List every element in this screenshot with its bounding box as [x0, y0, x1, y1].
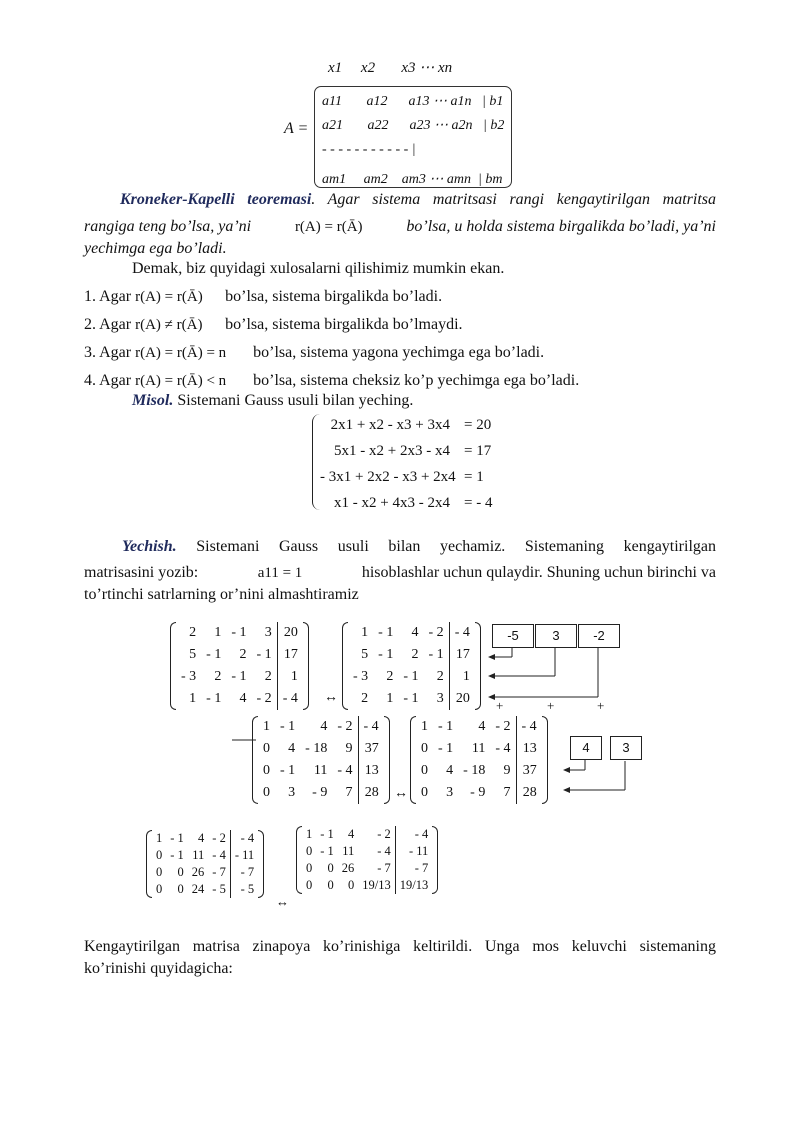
item-formula: r(A) = r(Ā) = n — [135, 345, 227, 361]
matrix-cell: - 2 — [495, 719, 511, 734]
matrix-cell: 9 — [503, 763, 511, 778]
rank-formula: r(A) = r(Ā) — [294, 219, 363, 235]
matrix-cell: 3 — [436, 691, 444, 706]
matrix-cell: 26 — [191, 865, 205, 879]
matrix-cell: - 2 — [337, 719, 353, 734]
matrix-cell: 0 — [306, 878, 313, 892]
header-x3-xn: x3 ⋯ xn — [401, 60, 453, 76]
closing-line-2: ko’rinishi quyidagicha: — [84, 960, 233, 977]
matrix-cell: - 3 — [353, 669, 369, 684]
matrix-cell: - 1 — [280, 763, 296, 778]
matrix-cell: 7 — [345, 785, 353, 800]
cell: | bm — [477, 172, 503, 187]
matrix-cell: 2 — [361, 691, 369, 706]
matrix-cell: 4 — [446, 763, 454, 778]
matrix-cell: 0 — [263, 741, 270, 756]
theorem-text: rangiga teng bo’lsa, ya’ni — [84, 218, 252, 235]
matrix-cell: 3 — [288, 785, 296, 800]
theorem-text: bo’lsa, u holda sistema birgalikda bo’ladi, ya’ni — [406, 218, 716, 235]
item-text: bo’lsa, sistema birgalikda bo’ladi. — [225, 288, 443, 305]
matrix-cell: - 1 — [280, 719, 296, 734]
matrix-cell: 5 — [361, 647, 369, 662]
matrix-cell: - 2 — [428, 625, 444, 640]
matrix-cell: 2 — [189, 625, 197, 640]
cell: a12 — [366, 94, 388, 109]
rhs-cell: - 11 — [230, 847, 258, 864]
solution-text: Sistemani Gauss usuli bilan yechamiz. Sistemaning kengaytirilgan — [196, 538, 717, 555]
matrix-cell: 0 — [177, 882, 184, 896]
matrix-cell: - 2 — [212, 831, 226, 845]
rhs-cell: - 11 — [395, 843, 432, 860]
example-text: Sistemani Gauss usuli bilan yeching. — [177, 392, 414, 409]
matrix-cell: 0 — [306, 861, 313, 875]
eq-rhs: = - 4 — [464, 495, 493, 511]
cell: a21 — [322, 118, 343, 133]
matrix-cell: - 2 — [377, 827, 391, 841]
item-formula: r(A) ≠ r(Ā) — [135, 317, 203, 333]
item-number: 1. Agar — [84, 288, 132, 305]
matrix-cell: 1 — [386, 691, 394, 706]
matrix-cell: - 4 — [212, 848, 226, 862]
matrix-cell: 4 — [239, 691, 247, 706]
matrix-cell: 4 — [288, 741, 296, 756]
matrix-cell: 0 — [306, 844, 313, 858]
rhs-cell: - 4 — [358, 716, 384, 738]
matrix-cell: 11 — [342, 844, 355, 858]
matrix-cell: 2 — [239, 647, 247, 662]
matrix-cell: 1 — [421, 719, 428, 734]
matrix-cell: - 4 — [377, 844, 391, 858]
solution-text: matrisasini yozib: — [84, 564, 199, 581]
cell: a22 — [367, 118, 389, 133]
rhs-cell: - 7 — [395, 860, 432, 877]
cell: a13 ⋯ a1n — [408, 94, 472, 109]
matrix-cell: - 1 — [206, 647, 222, 662]
matrix-cell: - 7 — [377, 861, 391, 875]
item-text: bo’lsa, sistema birgalikda bo’lmaydi. — [225, 316, 463, 333]
matrix-cell: 2 — [264, 669, 272, 684]
eq-rhs: = 20 — [464, 417, 492, 433]
rhs-cell: 28 — [358, 782, 384, 804]
matrix-cell: - 1 — [428, 647, 444, 662]
cell: a23 ⋯ a2n — [409, 118, 473, 133]
solution-text: hisoblashlar uchun qulaydir. Shuning uchun birinchi va — [361, 564, 716, 581]
header-x2: x2 — [360, 60, 376, 76]
multiplier-box: -5 — [492, 624, 534, 648]
rhs-cell: 17 — [449, 644, 475, 666]
theorem-title: Kroneker-Kapelli teoremasi — [120, 191, 312, 208]
matrix-cell: 0 — [263, 763, 270, 778]
rhs-cell: - 4 — [277, 688, 303, 710]
rhs-cell: 1 — [449, 666, 475, 688]
matrix-cell: - 1 — [403, 691, 419, 706]
matrix-cell: 0 — [421, 785, 428, 800]
multiplier-box: 3 — [610, 736, 642, 760]
conclusions-intro: Demak, biz quyidagi xulosalarni qilishimiz mumkin ekan. — [132, 260, 505, 277]
matrix-cell: - 1 — [231, 625, 247, 640]
rhs-cell: - 5 — [230, 881, 258, 898]
matrix-cell: 1 — [156, 831, 163, 845]
matrix-cell: 0 — [421, 741, 428, 756]
rhs-cell: 1 — [277, 666, 303, 688]
matrix-cell: 0 — [327, 861, 334, 875]
matrix-cell: - 1 — [403, 669, 419, 684]
matrix-cell: - 1 — [170, 831, 184, 845]
matrix-cell: - 7 — [212, 865, 226, 879]
item-formula: r(A) = r(Ā) — [135, 289, 203, 305]
rhs-cell: - 7 — [230, 864, 258, 881]
cell: am2 — [363, 172, 388, 187]
equivalence-arrow: ↔ — [324, 690, 338, 705]
rhs-cell: 13 — [358, 760, 384, 782]
header-x1: x1 — [328, 60, 343, 76]
matrix-cell: - 18 — [463, 763, 486, 778]
a11-formula: a11 = 1 — [257, 565, 303, 581]
matrix-cell: 0 — [327, 878, 334, 892]
matrix-cell: - 1 — [438, 741, 454, 756]
plus-sign: + — [547, 698, 555, 713]
eq-lhs: 2x1 + x2 - x3 + 3x4 — [330, 417, 450, 433]
matrix-cell: 1 — [263, 719, 270, 734]
matrix-cell: - 2 — [256, 691, 272, 706]
multiplier-box: -2 — [578, 624, 620, 648]
matrix-cell: 1 — [361, 625, 369, 640]
matrix-cell: 0 — [348, 878, 355, 892]
matrix-cell: 0 — [156, 865, 163, 879]
matrix-cell: 11 — [471, 741, 486, 756]
matrix-cell: 3 — [264, 625, 272, 640]
matrix-cell: - 9 — [470, 785, 486, 800]
rhs-cell: 28 — [516, 782, 542, 804]
matrix-cell: - 1 — [378, 647, 394, 662]
solution-label: Yechish. — [122, 538, 177, 555]
eq-lhs: - 3x1 + 2x2 - x3 + 2x4 — [320, 469, 456, 485]
cell: a11 — [322, 94, 342, 109]
matrix-cell: - 3 — [181, 669, 197, 684]
rhs-cell: - 4 — [230, 830, 258, 847]
item-text: bo’lsa, sistema yagona yechimga ega bo’ladi. — [253, 344, 545, 361]
theorem-text: . Agar sistema matritsasi rangi kengaytirilgan matritsa — [311, 191, 717, 208]
matrix-cell: - 1 — [256, 647, 272, 662]
item-text: bo’lsa, sistema cheksiz ko’p yechimga ega bo’ladi. — [253, 372, 580, 389]
rhs-cell: - 4 — [449, 622, 475, 644]
item-formula: r(A) = r(Ā) < n — [135, 373, 227, 389]
matrix-cell: - 1 — [320, 827, 334, 841]
rhs-cell: - 4 — [516, 716, 542, 738]
rhs-cell: 17 — [277, 644, 303, 666]
matrix-cell: - 1 — [170, 848, 184, 862]
eq-lhs: x1 - x2 + 4x3 - 2x4 — [334, 495, 450, 511]
rhs-cell: 20 — [449, 688, 475, 710]
matrix-cell: 2 — [436, 669, 444, 684]
rhs-cell: - 4 — [395, 826, 432, 843]
matrix-cell: 4 — [411, 625, 419, 640]
example-label: Misol. — [132, 392, 174, 409]
matrix-cell: - 9 — [312, 785, 328, 800]
matrix-cell: 1 — [306, 827, 313, 841]
equivalence-arrow: ↔ — [394, 786, 408, 801]
rhs-cell: 20 — [277, 622, 303, 644]
theorem-line-3: yechimga ega bo’ladi. — [84, 240, 227, 257]
matrix-cell: 11 — [313, 763, 328, 778]
matrix-cell: 4 — [348, 827, 355, 841]
matrix-cell: 0 — [421, 763, 428, 778]
cell: | b2 — [483, 118, 505, 133]
matrix-cell: 11 — [192, 848, 205, 862]
rhs-cell: 37 — [358, 738, 384, 760]
matrix-cell: 3 — [446, 785, 454, 800]
plus-sign: + — [597, 698, 605, 713]
matrix-cell: 4 — [198, 831, 205, 845]
matrix-lhs: A = — [284, 120, 309, 137]
matrix-cell: 26 — [341, 861, 355, 875]
matrix-cell: - 4 — [495, 741, 511, 756]
plus-sign: + — [496, 698, 504, 713]
matrix-cell: 9 — [345, 741, 353, 756]
rhs-cell: 13 — [516, 738, 542, 760]
matrix-row-dashes: - - - - - - - - - - - | — [322, 142, 416, 157]
matrix-cell: - 1 — [231, 669, 247, 684]
multiplier-box: 3 — [535, 624, 577, 648]
matrix-cell: - 1 — [320, 844, 334, 858]
item-number: 2. Agar — [84, 316, 132, 333]
equivalence-arrow: ↔ — [276, 894, 289, 909]
rhs-cell: 19/13 — [395, 877, 432, 894]
cell: am3 ⋯ amn — [401, 172, 471, 187]
matrix-cell: 1 — [189, 691, 197, 706]
matrix-cell: 24 — [191, 882, 205, 896]
eq-rhs: = 17 — [464, 443, 492, 459]
matrix-cell: 0 — [156, 882, 163, 896]
matrix-cell: 4 — [478, 719, 486, 734]
matrix-cell: 1 — [214, 625, 222, 640]
matrix-cell: 5 — [189, 647, 197, 662]
matrix-cell: 0 — [263, 785, 270, 800]
matrix-cell: 0 — [156, 848, 163, 862]
matrix-cell: - 1 — [378, 625, 394, 640]
eq-lhs: 5x1 - x2 + 2x3 - x4 — [334, 443, 450, 459]
item-number: 4. Agar — [84, 372, 132, 389]
matrix-cell: 2 — [411, 647, 419, 662]
matrix-cell: 2 — [214, 669, 222, 684]
matrix-cell: - 1 — [206, 691, 222, 706]
matrix-cell: 0 — [177, 865, 184, 879]
matrix-cell: - 4 — [337, 763, 353, 778]
matrix-cell: - 18 — [305, 741, 328, 756]
matrix-cell: 7 — [503, 785, 511, 800]
multiplier-box: 4 — [570, 736, 602, 760]
solution-line-3: to’rtinchi satrlarning or’nini almashtiramiz — [84, 586, 359, 603]
cell: am1 — [322, 172, 347, 187]
rhs-cell: 37 — [516, 760, 542, 782]
closing-line-1: Kengaytirilgan matrisa zinapoya ko’rinishiga keltirildi. Unga mos keluvchi sistemaning — [84, 938, 716, 955]
matrix-cell: 19/13 — [362, 878, 391, 892]
matrix-cell: - 1 — [438, 719, 454, 734]
item-number: 3. Agar — [84, 344, 132, 361]
eq-rhs: = 1 — [464, 469, 484, 485]
matrix-cell: 2 — [386, 669, 394, 684]
matrix-cell: 4 — [320, 719, 328, 734]
matrix-cell: - 5 — [212, 882, 226, 896]
cell: | b1 — [481, 94, 504, 109]
